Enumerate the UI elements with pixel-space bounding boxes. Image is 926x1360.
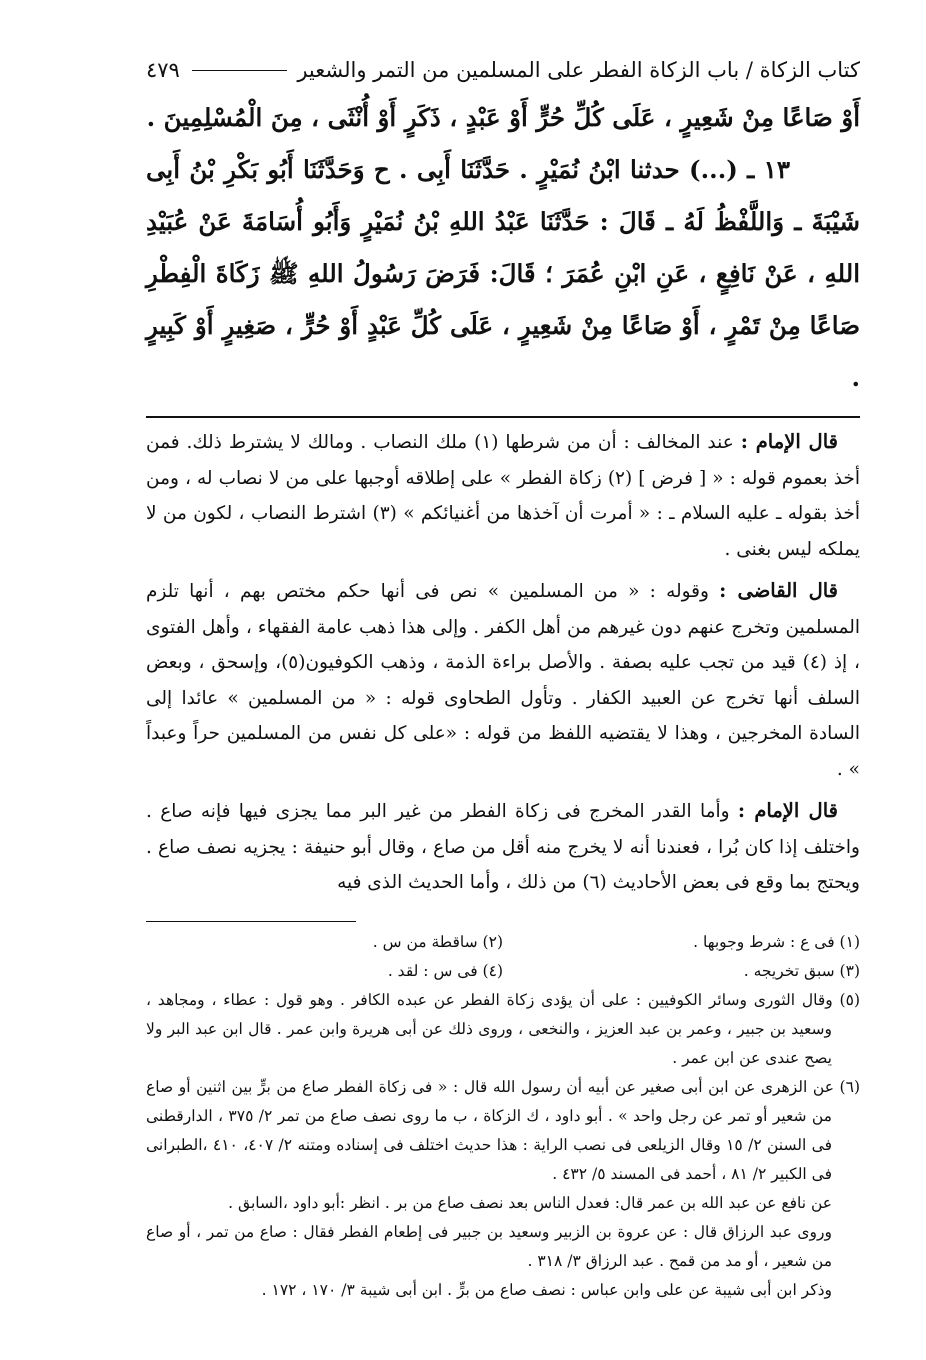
commentary-text: عند المخالف : أن من شرطها (١) ملك النصاب . ومالك لا يشترط ذلك. فمن أخذ بعموم قوله : « [ فرض ] (٢) زكاة الفطر » على إطلاقه أوجبها على من لا نصاب له ، ومن أخذ بقوله ـ عليه السلام ـ : « أمرت أن آخذها من أغنيائكم » (٣) اشترط النصاب ، لكون من لا يملكه ليس بغنى . xyxy=(146,432,860,560)
footnote-row xyxy=(146,928,860,957)
page-number: ٤٧٩ xyxy=(146,58,180,82)
footnote-6-continued: وذكر ابن أبى شيبة عن على وابن عباس : نصف صاع من برٍّ . ابن أبى شيبة ٣/ ١٧٠ ، ١٧٢ . xyxy=(261,1280,832,1299)
speaker-label: قال القاضى : xyxy=(719,579,838,602)
footnote-4: (٤) فى س : لقد . xyxy=(387,961,503,980)
footnote-3: (٣) سبق تخريجه . xyxy=(743,961,860,980)
commentary-text: وأما القدر المخرج فى زكاة الفطر من غير البر مما يجزى فيها فإنه صاع . واختلف إذا كان بُرا ، فعندنا أنه لا يخرج منه أقل من صاع ، وقال أبو حنيفة : يجزيه نصف صاع . ويحتج بما وقع فى بعض الأحاديث (٦) من ذلك ، وأما الحديث الذى فيه xyxy=(146,801,860,893)
footnote-6: (٦) عن الزهرى عن ابن أبى صغير عن أبيه أن رسول الله قال : « فى زكاة الفطر صاع من برٍّ بين اثنين أو صاع من شعير أو تمر عن رجل واحد » . أبو داود ، ك الزكاة ، ب ما روى نصف صاع من تمر ٢/ ٣٧٥ ، الدارقطنى فى السنن ٢/ ١٥ وقال الزيلعى فى نصب الراية : هذا حديث اختلف فى إسناده ومتنه ٢/ ٤٠٧، ٤١٠ ،الطبرانى فى الكبير ٢/ ٨١ ، أحمد فى المسند ٥/ ٤٣٢ . xyxy=(146,1077,860,1183)
hadith-text xyxy=(146,92,860,404)
commentary-text: وقوله : « من المسلمين » نص فى أنها حكم مختص بهم ، أنها تلزم المسلمين وتخرج عنهم دون غيرهم من أهل الكفر . وإلى هذا ذهب عامة الفقهاء ، وأهل الفتوى ، إذ (٤) قيد من تجب عليه بصفة . والأصل براءة الذمة ، وذهب الكوفيون(٥)، وإسحق ، وبعض السلف أنها تخرج عن العبيد الكفار . وتأول الطحاوى قوله : « من المسلمين » عائدا إلى السادة المخرجين ، وهذا لا يقتضيه اللفظ من قوله : «على كل نفس من المسلمين حراً وعبداً » . xyxy=(146,581,861,780)
footnote-divider xyxy=(146,921,356,922)
footnote-6-continued: وروى عبد الرزاق قال : عن عروة بن الزبير وسعيد بن جبير فى إطعام الفطر فقال : صاع من تمر ، أو صاع من شعير ، أو مد من قمح . عبد الرزاق ٣/ ٣١٨ . xyxy=(146,1222,832,1270)
header-rule xyxy=(192,70,288,71)
running-header xyxy=(146,50,860,90)
header-title: كتاب الزكاة / باب الزكاة الفطر على المسلمين من التمر والشعير xyxy=(297,58,860,82)
speaker-label: قال الإمام : xyxy=(737,799,838,822)
commentary-paragraph xyxy=(146,424,860,567)
footnote-6-continued: عن نافع عن عبد الله بن عمر قال: فعدل الناس بعد نصف صاع من بر . انظر :أبو داود ،السابق . xyxy=(228,1193,832,1212)
commentary xyxy=(146,424,860,901)
footnote-5: (٥) وقال الثورى وسائر الكوفيين : على أن يؤدى زكاة الفطر عن عبده الكافر . وهو قول : عطاء ، ومجاهد ، وسعيد بن جبير ، وعمر بن عبد العزيز ، والنخعى ، وروى ذلك عن أبى هريرة وابن عمر . قال ابن عبد البر ولا يصح عندى عن ابن عمر . xyxy=(146,990,860,1067)
commentary-paragraph xyxy=(146,793,860,901)
footnotes xyxy=(146,928,860,1305)
footnote-1: (١) فى ع : شرط وجوبها . xyxy=(693,932,860,951)
speaker-label: قال الإمام : xyxy=(740,430,838,453)
footnote-2: (٢) ساقطة من س . xyxy=(372,932,503,951)
hadith-continuation: أَوْ صَاعًا مِنْ شَعِيرٍ ، عَلَى كُلِّ حُرٍّ أَوْ عَبْدٍ ، ذَكَرٍ أَوْ أُنْثَى ، مِنَ الْمُسْلِمِينَ . xyxy=(146,103,860,132)
hadith-13: ١٣ ـ (...) حدثنا ابْنُ نُمَيْرٍ . حَدَّثَنَا أَبِى . ح وَحَدَّثَنَا أَبُو بَكْرِ بْنُ أَبِى شَيْبَةَ ـ وَاللَّفْظُ لَهُ ـ قَالَ : حَدَّثَنَا عَبْدُ اللهِ بْنُ نُمَيْرٍ وَأَبُو أُسَامَةَ عَنْ عُبَيْدِ اللهِ ، عَنْ نَافِعٍ ، عَنِ ابْنِ عُمَرَ ؛ قَالَ: فَرَضَ رَسُولُ اللهِ ﷺ زَكَاةَ الْفِطْرِ صَاعًا مِنْ تَمْرٍ ، أَوْ صَاعًا مِنْ شَعِيرٍ ، عَلَى كُلِّ عَبْدٍ أَوْ حُرٍّ ، صَغِيرٍ أَوْ كَبِيرٍ . xyxy=(146,155,860,392)
main-divider xyxy=(146,416,860,418)
footnote-row xyxy=(146,957,860,986)
commentary-paragraph xyxy=(146,573,860,787)
